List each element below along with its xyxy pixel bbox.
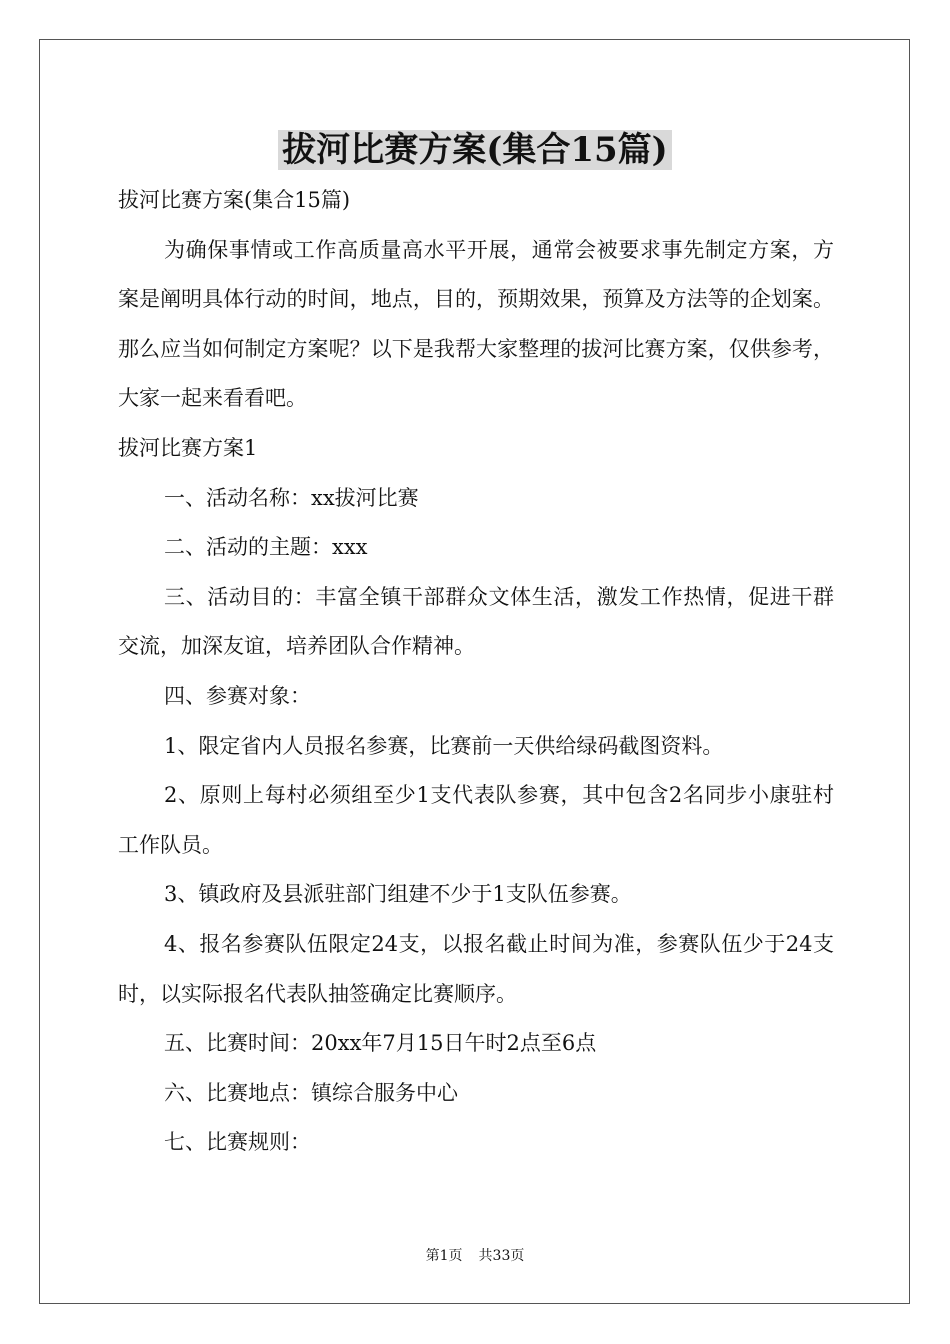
document-body xyxy=(118,176,834,1168)
item-participants-rule-2: 2、原则上每村必须组至少1支代表队参赛，其中包含2名同步小康驻村工作队员。 xyxy=(118,783,834,857)
item-match-location: 六、比赛地点：镇综合服务中心 xyxy=(164,1080,458,1105)
section-heading: 拔河比赛方案1 xyxy=(118,435,258,460)
document-subtitle: 拔河比赛方案(集合15篇) xyxy=(118,188,351,212)
intro-paragraph: 为确保事情或工作高质量高水平开展，通常会被要求事先制定方案，方案是阐明具体行动的时间，地点，目的，预期效果，预算及方法等的企划案。那么应当如何制定方案呢？以下是我帮大家整理的拔河比赛方案，仅供参考，大家一起来看看吧。 xyxy=(118,237,834,411)
item-activity-purpose: 三、活动目的：丰富全镇干部群众文体生活，激发工作热情，促进干群交流，加深友谊，培养团队合作精神。 xyxy=(118,584,834,659)
item-match-rules: 七、比赛规则： xyxy=(164,1130,311,1155)
item-participants-rule-3: 3、镇政府及县派驻部门组建不少于1支队伍参赛。 xyxy=(164,882,632,907)
item-participants-rule-4: 4、报名参赛队伍限定24支，以报名截止时间为准，参赛队伍少于24支时，以实际报名代表队抽签确定比赛顺序。 xyxy=(118,931,834,1006)
item-participants-rule-1: 1、限定省内人员报名参赛，比赛前一天供给绿码截图资料。 xyxy=(164,733,724,758)
item-participants: 四、参赛对象： xyxy=(164,683,311,708)
item-match-time: 五、比赛时间：20xx年7月15日午时2点至6点 xyxy=(164,1031,597,1056)
page-footer xyxy=(0,1246,950,1266)
item-activity-theme: 二、活动的主题：xxx xyxy=(164,535,368,560)
page-number: 第1页 xyxy=(425,1248,463,1264)
item-activity-name: 一、活动名称：xx拔河比赛 xyxy=(164,485,419,510)
document-title xyxy=(0,122,950,178)
page-total: 共33页 xyxy=(478,1248,525,1264)
document-title-text: 拔河比赛方案(集合15篇) xyxy=(278,130,672,170)
